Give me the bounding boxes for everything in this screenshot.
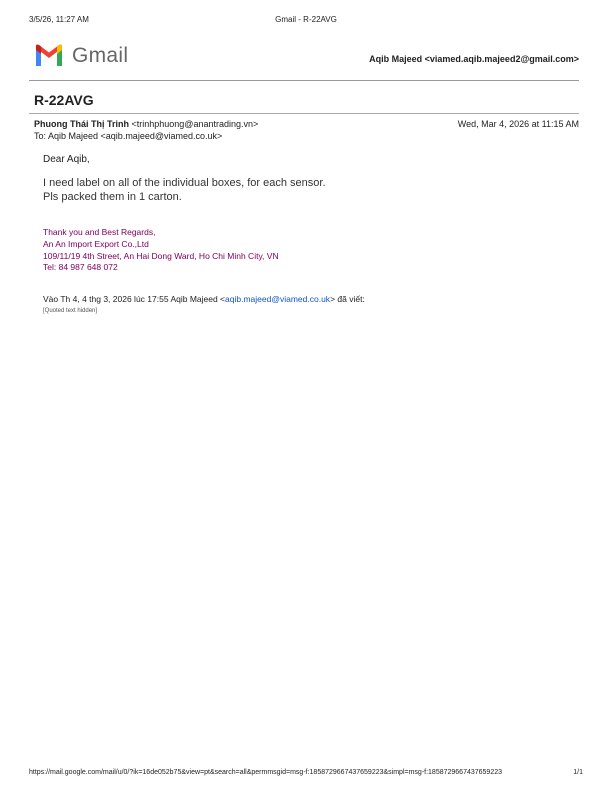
print-footer-page: 1/1 [573,769,583,776]
quote-attribution [43,294,365,304]
body-line: I need label on all of the individual boxes, for each sensor. [43,177,326,189]
subject-divider [29,113,579,114]
quoted-text-hidden[interactable]: [Quoted text hidden] [43,308,98,314]
gmail-m-icon [34,44,64,68]
message-to: To: Aqib Majeed <aqib.majeed@viamed.co.uk> [34,131,223,141]
signature-line: An An Import Export Co.,Ltd [43,239,149,249]
account-label: Aqib Majeed <viamed.aqib.majeed2@gmail.com> [369,54,579,64]
print-datetime: 3/5/26, 11:27 AM [29,15,89,24]
print-footer-url: https://mail.google.com/mail/u/0/?ik=16de052b75&view=pt&search=all&permmsgid=msg-f:1858729667437659223&simpl=msg-f:1858729667437659223 [29,769,503,776]
signature-line: Tel: 84 987 648 072 [43,262,118,272]
message-greeting: Dear Aqib, [43,154,90,165]
sender-name: Phuong Thái Thị Trinh [34,119,129,129]
thread-subject: R-22AVG [34,92,94,108]
print-title: Gmail - R-22AVG [275,15,337,24]
gmail-wordmark: Gmail [72,44,129,67]
message-date: Wed, Mar 4, 2026 at 11:15 AM [457,119,579,129]
signature-line: 109/11/19 4th Street, An Hai Dong Ward, Ho Chi Minh City, VN [43,251,279,261]
sender-email: <trinhphuong@anantrading.vn> [131,119,259,129]
quote-suffix: > đã viết: [330,294,365,304]
header-divider [29,80,579,81]
message-from [34,119,258,129]
quote-prefix: Vào Th 4, 4 thg 3, 2026 lúc 17:55 Aqib Majeed < [43,294,226,304]
quote-email-link[interactable]: aqib.majeed@viamed.co.uk [225,294,331,304]
body-line: Pls packed them in 1 carton. [43,191,182,203]
signature-line: Thank you and Best Regards, [43,227,156,237]
